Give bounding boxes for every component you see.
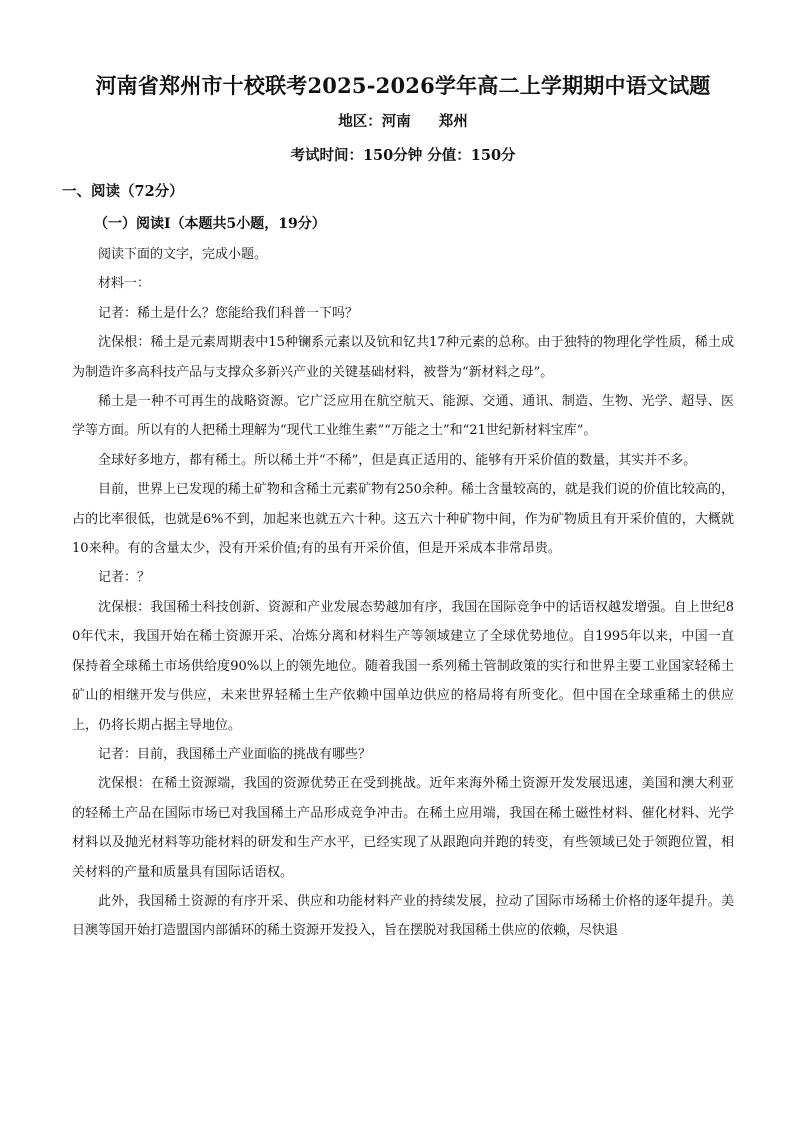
region-city: 郑州 (438, 113, 468, 130)
paragraph: 记者：目前，我国稀土产业面临的挑战有哪些？ (98, 746, 372, 762)
paragraph: 沈保根：在稀土资源端，我国的资源优势正在受到挑战。近年来海外稀土资源开发发展迅速，美国和澳大利亚的轻稀土产品在国际市场已对我国稀土产品形成竞争冲击。在稀土应用端，我国在稀土磁性材料、催化材料、光学材料以及抛光材料等功能材料的研发和生产水平，已经实现了从跟跑向并跑的转变，有些领域已处于领跑位置，相关材料的产量和质量具有国际话语权。 (72, 776, 734, 880)
paragraph: 稀土是一种不可再生的战略资源。它广泛应用在航空航天、能源、交通、通讯、制造、生物、光学、超导、医学等方面。所以有的人把稀土理解为“现代工业维生素”“万能之土”和“21世纪新材料宝库”。 (72, 394, 734, 439)
paragraph: 沈保根：稀土是元素周期表中15种镧系元素以及钪和钇共17种元素的总称。由于独特的物理化学性质，稀土成为制造许多高科技产品与支撑众多新兴产业的关键基础材料，被誉为“新材料之母”。 (72, 335, 734, 380)
material-label: 材料一： (98, 276, 151, 292)
instruction-text: 阅读下面的文字，完成小题。 (98, 247, 268, 262)
page-title: 河南省郑州市十校联考2025-2026学年高二上学期期中语文试题 (95, 73, 711, 98)
paragraph: 记者：稀土是什么？您能给我们科普一下吗？ (98, 305, 359, 321)
exam-info: 考试时间：150分钟 分值：150分 (290, 147, 516, 164)
paragraph: 目前，世界上已发现的稀土矿物和含稀土元素矿物有250余种。稀土含量较高的，就是我们说的价值比较高的，占的比率很低，也就是6%不到，加起来也就五六十种。这五六十种矿物中间，作为矿物质且有开采价值的，大概就10来种。有的含量太少，没有开采价值;有的虽有开采价值，但是开采成本非常昂贵。 (72, 482, 734, 557)
region-label: 地区：河南 (338, 113, 411, 130)
region-line (72, 112, 734, 132)
paragraph: 沈保根：我国稀土科技创新、资源和产业发展态势越加有序，我国在国际竞争中的话语权越发增强。自上世纪80年代末，我国开始在稀土资源开采、冶炼分离和材料生产等领域建立了全球优势地位。自1995年以来，中国一直保持着全球稀土市场供给度90%以上的领先地位。随着我国一系列稀土管制政策的实行和世界主要工业国家轻稀土矿山的相继开发与供应，未来世界轻稀土生产依赖中国单边供应的格局将有所变化。但中国在全球重稀土的供应上，仍将长期占据主导地位。 (72, 599, 734, 733)
subsection-heading: （一）阅读Ⅰ（本题共5小题，19分） (94, 216, 326, 232)
paragraph: 全球好多地方，都有稀土。所以稀土并“不稀”，但是真正适用的、能够有开采价值的数量，其实并不多。 (98, 452, 697, 468)
section-heading: 一、阅读（72分） (62, 183, 184, 200)
paragraph: 此外，我国稀土资源的有序开采、供应和功能材料产业的持续发展，拉动了国际市场稀土价格的逐年提升。美日澳等国开始打造盟国内部循环的稀土资源开发投入，旨在摆脱对我国稀土供应的依赖，尽快退 (72, 893, 734, 939)
paragraph: 记者：？ (98, 570, 151, 586)
